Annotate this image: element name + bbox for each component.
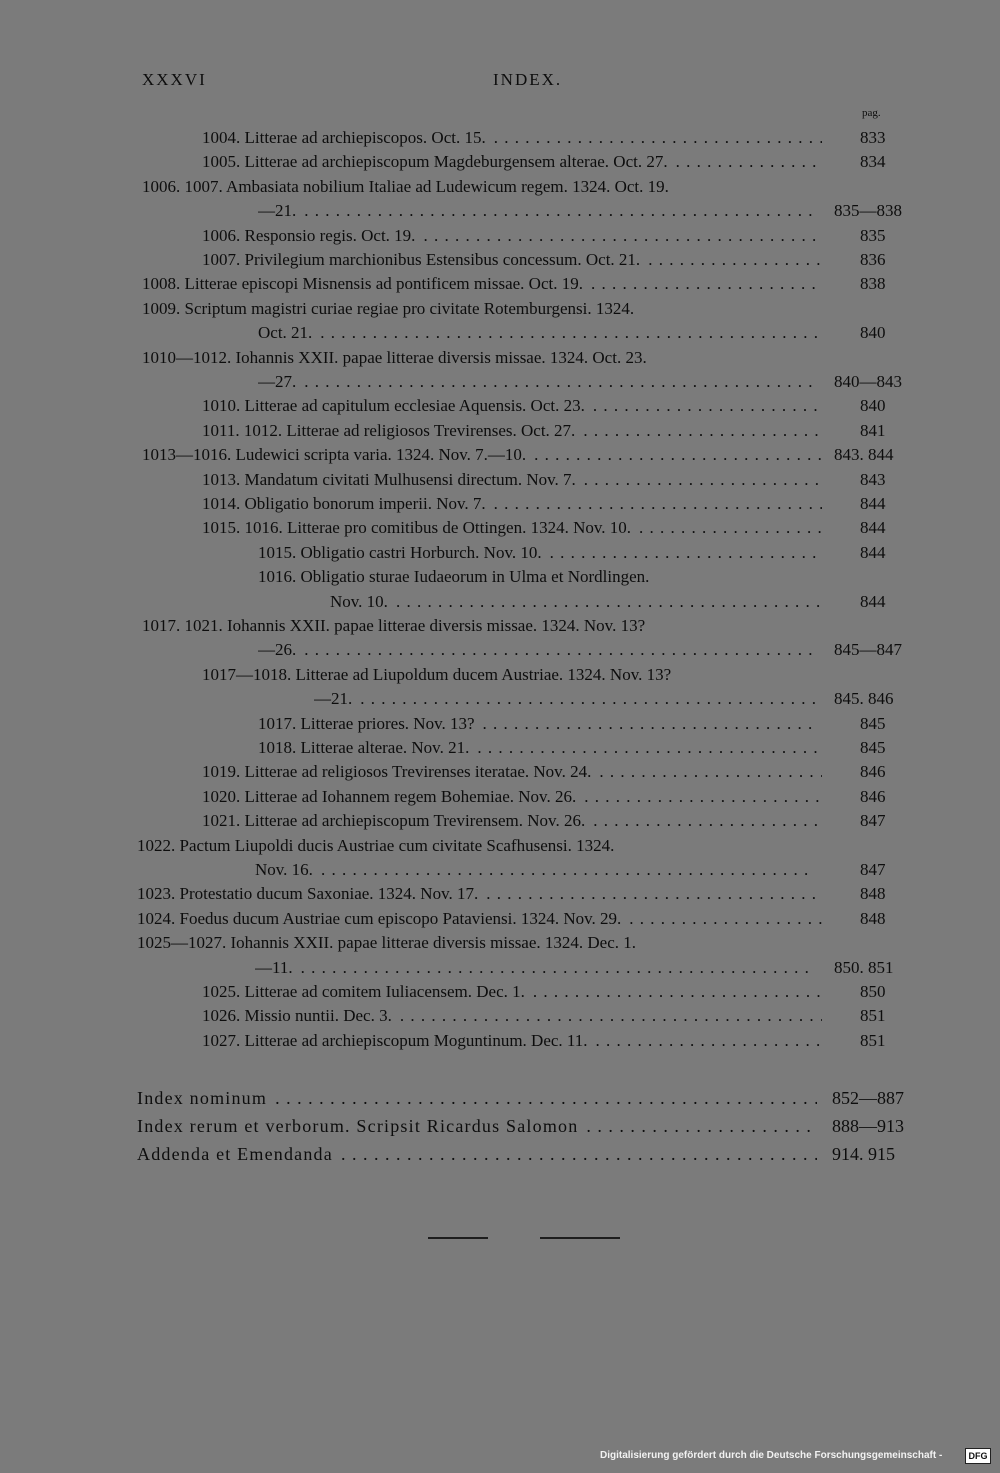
entry-text: 1014. Obligatio bonorum imperii. Nov. 7. (202, 494, 486, 513)
entry-text: —21. (258, 201, 297, 221)
entry-text: 1011. 1012. Litterae ad religiosos Trevirenses. Oct. 27. (202, 420, 576, 440)
index-final-entry (137, 1141, 817, 1167)
index-entry (202, 150, 822, 174)
index-entry (258, 321, 818, 345)
entry-text: 1019. Litterae ad religiosos Trevirenses iteratae. Nov. 24. (202, 762, 592, 782)
index-entry (258, 370, 818, 394)
index-entry (202, 663, 822, 687)
entry-text: 1006. Responsio regis. Oct. 19. (202, 225, 416, 245)
entry-page-number: 833 (860, 128, 886, 147)
entry-page-number: 844 (860, 518, 886, 538)
entry-text: —21. (314, 689, 353, 709)
entry-page-number: 838 (860, 274, 886, 294)
entry-text: 1004. Litterae ad archiepiscopos. Oct. 15. (202, 128, 486, 147)
dot-leader (533, 980, 822, 1004)
index-entry (258, 736, 818, 760)
entry-text: 1024. Foedus ducum Austriae cum episcopo Pataviensi. 1324. Nov. 29. (137, 908, 622, 928)
entry-page-number: 846 (860, 762, 886, 782)
dot-leader (304, 370, 818, 394)
index-entry (202, 760, 822, 784)
index-entry (255, 858, 815, 882)
dot-leader (584, 785, 822, 809)
index-entry (314, 687, 822, 711)
index-entry (137, 907, 822, 931)
index-entry (202, 492, 822, 516)
dot-leader (494, 126, 822, 150)
entry-page-number: 840—843 (834, 372, 902, 391)
entry-page-number: 847 (860, 811, 886, 831)
dot-leader (593, 394, 822, 418)
entry-page-number: 834 (860, 152, 886, 172)
entry-text: Nov. 10. (330, 591, 388, 611)
dot-leader (321, 858, 815, 882)
entry-page-number: 848 (860, 884, 886, 904)
entry-page-number: 835 (860, 225, 886, 245)
index-entry (202, 126, 822, 150)
index-entry (202, 1004, 822, 1028)
index-entry (142, 175, 822, 199)
footer-credit: Digitalisierung gefördert durch die Deutsche Forschungsgemeinschaft - (600, 1450, 943, 1461)
entry-page-number: 850 (860, 982, 886, 1001)
entry-page-number: 851 (860, 1030, 886, 1050)
index-entry (202, 468, 822, 492)
entry-text: 1023. Protestatio ducum Saxoniae. 1324. Nov. 17. (137, 884, 479, 904)
dot-leader (396, 590, 820, 614)
entry-text: 1016. Obligatio sturae Iudaeorum in Ulma et Nordlingen. (258, 567, 650, 587)
running-head-center: INDEX. (493, 70, 563, 89)
index-entry (137, 931, 822, 955)
dot-leader (534, 443, 822, 467)
dot-leader (320, 321, 818, 345)
final-entry-page-number: 852—887 (832, 1088, 904, 1108)
entry-text: 1021. Litterae ad archiepiscopum Trevirensem. Nov. 26. (202, 811, 586, 831)
entry-text: 1018. Litterae alterae. Nov. 21. (258, 738, 470, 757)
index-entry (258, 541, 818, 565)
entry-text: 1010—1012. Iohannis XXII. papae litterae diversis missae. 1324. Oct. 23. (142, 347, 647, 367)
entry-text: Oct. 21. (258, 323, 313, 343)
running-head-left: XXXVI (142, 70, 207, 89)
index-entry (202, 785, 822, 809)
entry-page-number: 846 (860, 786, 886, 806)
entry-page-number: 844 (860, 542, 886, 562)
entry-text: 1008. Litterae episcopi Misnensis ad pontificem missae. Oct. 19. (142, 274, 583, 294)
index-entry (330, 590, 820, 614)
dot-leader (304, 638, 818, 662)
dot-leader (596, 1029, 822, 1053)
entry-page-number: 848 (860, 908, 886, 928)
entry-page-number: 845 (860, 713, 886, 733)
dot-leader (591, 272, 822, 296)
index-entry (255, 956, 815, 980)
index-entry (202, 516, 822, 540)
entry-text: 1013—1016. Ludewici scripta varia. 1324. Nov. 7.—10. (142, 445, 527, 465)
dfg-logo: DFG (965, 1448, 991, 1464)
index-entry (258, 565, 818, 589)
dot-leader (275, 1085, 817, 1111)
index-entry (258, 638, 818, 662)
index-entry (142, 443, 822, 467)
dot-leader (550, 541, 818, 565)
entry-page-number: 844 (860, 494, 886, 513)
divider-right (540, 1237, 620, 1239)
index-entry (142, 614, 822, 638)
dot-leader (483, 712, 818, 736)
final-entry-text: Index nominum (137, 1088, 268, 1108)
index-entry (142, 346, 822, 370)
index-entry (202, 809, 822, 833)
index-entry (142, 297, 822, 321)
entry-page-number: 851 (860, 1006, 886, 1026)
entry-text: Nov. 16. (255, 860, 313, 879)
final-entry-text: Index rerum et verborum. Scripsit Ricardus Salomon (137, 1116, 579, 1136)
entry-text: 1017—1018. Litterae ad Liupoldum ducem Austriae. 1324. Nov. 13? (202, 664, 672, 684)
entry-page-number: 836 (860, 250, 886, 269)
dot-leader (494, 492, 822, 516)
entry-page-number: 840 (860, 396, 886, 416)
dot-leader (648, 248, 822, 272)
entry-text: 1006. 1007. Ambasiata nobilium Italiae ad Ludewicum regem. 1324. Oct. 19. (142, 176, 669, 196)
entry-page-number: 840 (860, 323, 886, 343)
index-entry (202, 419, 822, 443)
dot-leader (477, 736, 818, 760)
divider-left (428, 1237, 488, 1239)
dot-leader (586, 1113, 817, 1139)
index-entry (137, 882, 822, 906)
final-entry-text: Addenda et Emendanda (137, 1144, 333, 1164)
entry-text: —27. (258, 372, 297, 391)
index-entry (202, 980, 822, 1004)
index-entry (202, 248, 822, 272)
index-entry (202, 1029, 822, 1053)
dot-leader (360, 687, 822, 711)
entry-page-number: 845—847 (834, 640, 902, 660)
entry-text: 1015. Obligatio castri Horburch. Nov. 10. (258, 542, 542, 562)
dot-leader (584, 468, 822, 492)
dot-leader (583, 419, 822, 443)
entry-text: 1013. Mandatum civitati Mulhusensi directum. Nov. 7. (202, 469, 576, 489)
index-final-entry (137, 1113, 817, 1139)
entry-text: 1022. Pactum Liupoldi ducis Austriae cum civitate Scafhusensi. 1324. (137, 835, 615, 855)
entry-page-number: 844 (860, 591, 886, 611)
entry-text: 1007. Privilegium marchionibus Estensibus concessum. Oct. 21. (202, 250, 641, 269)
entry-text: 1005. Litterae ad archiepiscopum Magdeburgensem alterae. Oct. 27. (202, 152, 668, 172)
entry-text: 1025. Litterae ad comitem Iuliacensem. Dec. 1. (202, 982, 525, 1001)
entry-text: 1017. 1021. Iohannis XXII. papae litterae diversis missae. 1324. Nov. 13? (142, 616, 646, 635)
index-entry (202, 224, 822, 248)
entry-page-number: 835—838 (834, 201, 902, 221)
index-entry (202, 394, 822, 418)
dot-leader (629, 907, 822, 931)
index-entry (258, 712, 818, 736)
entry-page-number: 841 (860, 420, 886, 440)
entry-text: 1009. Scriptum magistri curiae regiae pro civitate Rotemburgensi. 1324. (142, 298, 635, 318)
dot-leader (676, 150, 822, 174)
dot-leader (423, 224, 822, 248)
entry-text: 1017. Litterae priores. Nov. 13? (258, 713, 475, 733)
entry-page-number: 843. 844 (834, 445, 894, 465)
index-entry (137, 834, 822, 858)
entry-text: —11. (255, 957, 293, 977)
dot-leader (341, 1141, 817, 1167)
entry-text: 1025—1027. Iohannis XXII. papae litterae diversis missae. 1324. Dec. 1. (137, 933, 637, 953)
dot-leader (639, 516, 822, 540)
dot-leader (486, 882, 822, 906)
entry-page-number: 843 (860, 469, 886, 489)
index-final-entry (137, 1085, 817, 1111)
page-column-label: pag. (862, 107, 881, 119)
entry-page-number: 845. 846 (834, 689, 894, 709)
final-entry-page-number: 914. 915 (832, 1144, 895, 1164)
dot-leader (304, 199, 818, 223)
dot-leader (301, 956, 815, 980)
index-entry (258, 199, 818, 223)
entry-text: 1026. Missio nuntii. Dec. 3. (202, 1006, 392, 1026)
dot-leader (400, 1004, 822, 1028)
index-entry (142, 272, 822, 296)
entry-text: 1015. 1016. Litterae pro comitibus de Ottingen. 1324. Nov. 10. (202, 518, 632, 538)
dot-leader (599, 760, 822, 784)
final-entry-page-number: 888—913 (832, 1116, 904, 1136)
entry-page-number: 847 (860, 860, 886, 879)
entry-page-number: 850. 851 (834, 957, 894, 977)
entry-text: 1020. Litterae ad Iohannem regem Bohemiae. Nov. 26. (202, 786, 577, 806)
entry-text: 1027. Litterae ad archiepiscopum Moguntinum. Dec. 11. (202, 1030, 588, 1050)
entry-page-number: 845 (860, 738, 886, 757)
entry-text: —26. (258, 640, 297, 660)
entry-text: 1010. Litterae ad capitulum ecclesiae Aquensis. Oct. 23. (202, 396, 585, 416)
dot-leader (593, 809, 822, 833)
